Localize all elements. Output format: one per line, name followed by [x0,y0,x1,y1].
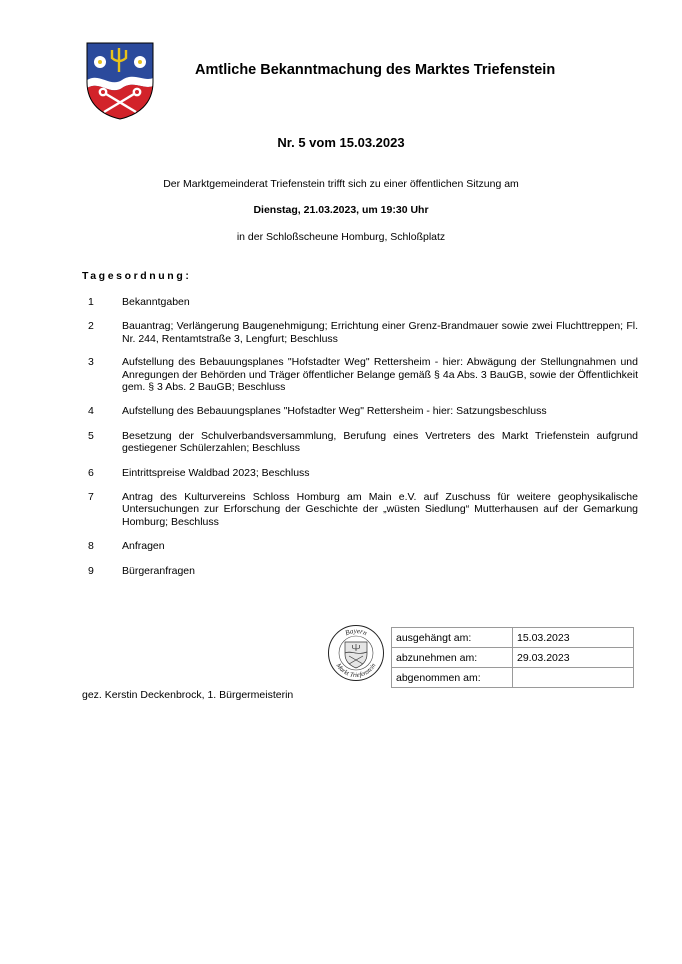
table-cell-label: abgenommen am: [392,668,513,688]
table-cell-value: 29.03.2023 [513,648,634,668]
agenda-item [82,320,638,345]
table-cell-value: 15.03.2023 [513,628,634,648]
agenda-item [82,296,638,308]
agenda-item-text: Antrag des Kulturvereins Schloss Homburg am Main e.V. auf Zuschuss für weitere geophysikalische Untersuchungen zur Erforschung der Geschichte der „wüsten Siedlung“ Mutterhausen auf der Gemarkung Homburg; Beschluss [122,491,638,528]
agenda-item [82,430,638,455]
table-cell-label: abzunehmen am: [392,648,513,668]
agenda-item-text: Bauantrag; Verlängerung Baugenehmigung; Errichtung einer Grenz-Brandmauer sowie zwei Fluchttreppen; Fl. Nr. 244, Rentamtstraße 3, Lengfurt; Beschluss [122,320,638,345]
agenda-item-number: 8 [88,540,94,553]
agenda-item-number: 3 [88,356,94,369]
agenda-item-text: Besetzung der Schulverbandsversammlung, Berufung eines Vertreters des Markt Triefenstein aufgrund gestiegener Schülerzahlen; Beschluss [122,429,638,455]
meeting-date: Dienstag, 21.03.2023, um 19:30 Uhr [253,204,429,216]
table-cell-label: ausgehängt am: [392,628,513,648]
agenda-item-number: 2 [88,320,94,333]
official-seal-stamp [327,624,385,682]
meeting-location: in der Schloßscheune Homburg, Schloßplatz [236,231,446,243]
table-row [392,628,634,648]
agenda-item-text: Anfragen [122,540,165,553]
table-row [392,668,634,688]
agenda-item-number: 9 [88,564,94,577]
svg-text:Markt Triefenstein: Markt Triefenstein [334,662,378,680]
agenda-item [82,467,638,479]
agenda-item [82,356,638,393]
posting-record-table [391,627,634,688]
table-row [392,648,634,668]
agenda-item-number: 5 [88,429,94,442]
agenda-item-text: Aufstellung des Bebauungsplanes "Hofstadter Weg" Rettersheim - hier: Satzungsbeschluss [122,405,547,418]
agenda-heading: Tagesordnung: [82,270,192,282]
agenda-item-number: 7 [88,491,94,504]
table-cell-value [513,668,634,688]
agenda-item-text: Bürgeranfragen [122,564,195,577]
agenda-item-text: Aufstellung des Bebauungsplanes "Hofstadter Weg" Rettersheim - hier: Abwägung der Stellungnahmen und Anregungen der Behörden und Träger öffentlicher Belange gemäß § 4a Abs. 3 BauGB, sowie der Öffentlichkeit gem. § 3 Abs. 2 BauGB; Beschluss [122,356,638,394]
page-title: Amtliche Bekanntmachung des Marktes Triefenstein [195,62,556,78]
agenda-item-text: Eintrittspreise Waldbad 2023; Beschluss [122,466,310,479]
agenda-item [82,540,638,552]
intro-text: Der Marktgemeinderat Triefenstein trifft sich zu einer öffentlichen Sitzung am [163,178,519,190]
svg-text:Bayern: Bayern [343,626,369,638]
agenda-list [82,296,638,577]
agenda-item-number: 1 [88,296,94,308]
agenda-item [82,491,638,528]
agenda-item [82,565,638,577]
signature-line: gez. Kerstin Deckenbrock, 1. Bürgermeisterin [82,689,294,701]
agenda-item [82,405,638,417]
agenda-item-number: 4 [88,405,94,418]
issue-number: Nr. 5 vom 15.03.2023 [277,135,405,150]
agenda-item-text: Bekanntgaben [122,296,190,308]
coat-of-arms-logo [86,42,154,120]
agenda-item-number: 6 [88,466,94,479]
